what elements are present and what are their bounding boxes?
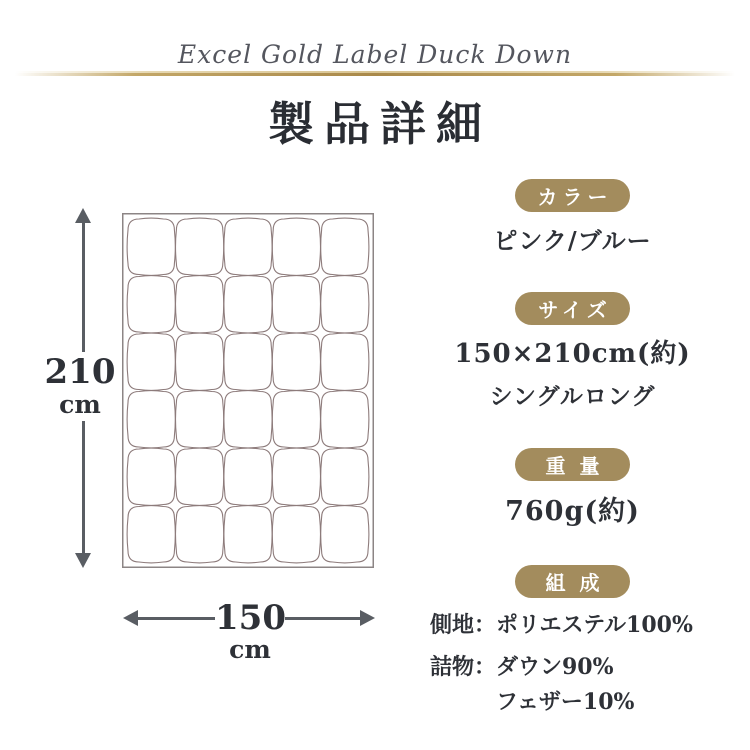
spec-value-line: フェザー10% [496, 689, 635, 716]
quilt-cell [224, 276, 272, 333]
quilt-cell [272, 218, 320, 275]
quilt-cell [176, 391, 224, 448]
quilt-cell [321, 333, 369, 390]
quilt-cell [176, 333, 224, 390]
quilt-cell [272, 333, 320, 390]
quilt-cell [272, 391, 320, 448]
quilt-cell [127, 333, 175, 390]
spec-value-line: ピンク/ブルー [493, 226, 652, 255]
arrow-left-icon [123, 610, 138, 626]
spec-group [430, 565, 715, 730]
quilt-cells [127, 218, 369, 563]
quilt-cell [224, 333, 272, 390]
spec-label-pill: 組成 [515, 565, 630, 598]
quilt-cell [272, 506, 320, 563]
brand-title: Excel Gold Label Duck Down [177, 40, 573, 69]
width-value: 150 [215, 598, 286, 638]
quilt-cell [272, 276, 320, 333]
specs-panel [430, 179, 715, 750]
quilt-cell [224, 218, 272, 275]
quilt-cell [127, 276, 175, 333]
height-label [40, 352, 120, 421]
quilt-cell [176, 506, 224, 563]
arrow-right-icon [360, 610, 375, 626]
quilt-cell [224, 448, 272, 505]
arrow-up-icon [75, 208, 91, 223]
page-title: 製品詳細 [268, 97, 492, 151]
quilt-diagram [122, 213, 374, 568]
spec-group [430, 179, 715, 262]
quilt-cell [127, 448, 175, 505]
spec-value-line: 760g(約) [505, 495, 640, 527]
width-unit: cm [229, 635, 271, 664]
spec-value-line: 150×210cm(約) [454, 339, 691, 370]
spec-label-pill: 重量 [515, 448, 630, 481]
quilt-cell [224, 391, 272, 448]
height-value: 210 [44, 352, 116, 392]
spec-value-line: 側地：ポリエステル100% [430, 611, 693, 638]
quilt-cell [127, 506, 175, 563]
width-label [215, 599, 285, 664]
spec-label-pill: カラー [515, 179, 630, 212]
quilt-cell [176, 448, 224, 505]
quilt-cell [127, 218, 175, 275]
spec-group [430, 292, 715, 418]
spec-value-line: シングルロング [489, 382, 656, 410]
quilt-cell [321, 391, 369, 448]
quilt-cell [224, 506, 272, 563]
quilt-cell [176, 276, 224, 333]
quilt-cell [176, 218, 224, 275]
arrow-down-icon [75, 553, 91, 568]
spec-label-pill: サイズ [515, 292, 630, 325]
quilt-cell [321, 448, 369, 505]
gold-divider [0, 71, 750, 76]
height-unit: cm [59, 390, 101, 419]
quilt-cell [127, 391, 175, 448]
quilt-cell [272, 448, 320, 505]
gold-divider-dark [0, 73, 750, 76]
quilt-cell [321, 506, 369, 563]
quilt-cell [321, 218, 369, 275]
quilt-cell [321, 276, 369, 333]
spec-group [430, 448, 715, 535]
spec-value-line: 詰物：ダウン90% [430, 653, 614, 680]
